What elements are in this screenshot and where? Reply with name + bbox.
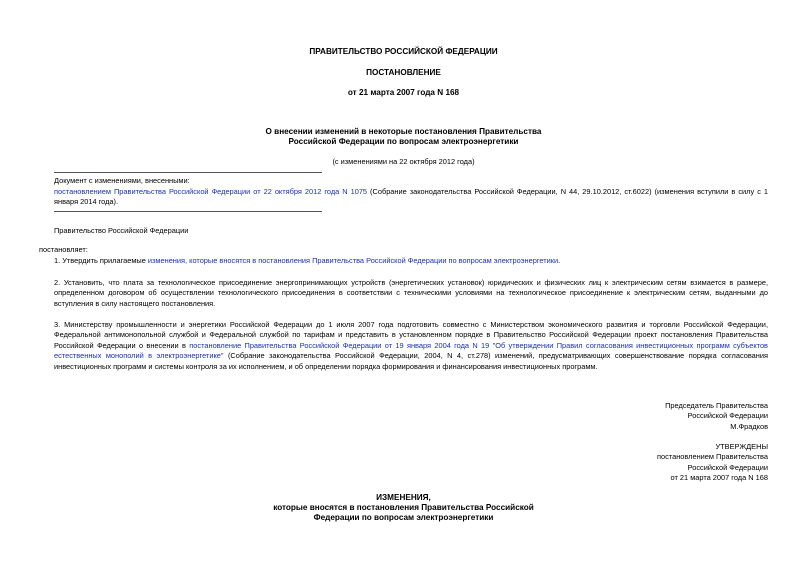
approval-line-2: постановлением Правительства	[657, 452, 768, 462]
signature-name: М.Фрадков	[730, 421, 768, 431]
approval-block	[657, 442, 768, 484]
paragraph-1	[54, 256, 768, 266]
top-divider	[54, 172, 322, 173]
amendment-link[interactable]: постановлением Правительства Российской Федерации от 22 октября 2012 года N 1075	[54, 187, 368, 196]
issuer: Правительство Российской Федерации	[54, 226, 189, 235]
signature-country: Российской Федерации	[687, 411, 768, 421]
resolves-label: постановляет:	[39, 245, 88, 254]
paragraph-1-end: .	[558, 256, 561, 265]
annex-line-2: которые вносятся в постановления Правительства Российской	[273, 503, 534, 512]
annex-line-3: Федерации по вопросам электроэнергетики	[313, 513, 494, 522]
changes-intro: Документ с изменениями, внесенными:	[54, 176, 190, 185]
paragraph-3	[54, 320, 768, 372]
document-title	[0, 127, 807, 147]
approval-date: от 21 марта 2007 года N 168	[670, 473, 768, 483]
amendment-source: (Собрание законодательства Российской Федерации, N 44, 29.10.2012, ст.6022) (изменения вступили в силу с 1 января 2014 года).	[54, 187, 768, 207]
paragraph-1-start: 1. Утвердить прилагаемые	[54, 256, 148, 265]
changes-text	[54, 187, 768, 208]
paragraph-3-end: (Собрание законодательства Российской Федерации, 2004, N 4, ст.278) изменений, предусматривающих совершенствование порядка согласования инвестиционных программ и системы контроля за их исполнением, и об определении порядка формирования и финансирования инвестиционных программ.	[54, 351, 769, 371]
document-type-heading: ПОСТАНОВЛЕНИЕ	[366, 68, 441, 77]
annex-heading	[0, 493, 807, 523]
signature-block	[665, 401, 768, 432]
changes-link[interactable]: изменения, которые вносятся в постановления Правительства Российской Федерации по вопросам электроэнергетики	[147, 256, 559, 265]
paragraph-3-start: 3. Министерству промышленности и энергетики Российской Федерации до 1 июля 2007 года подготовить совместно с Министерством экономического развития и торговли Российской Федерации, Федеральной антимонопольной службой и Федеральной службой по тарифам и представить в установленном порядке в Правительство Российской Федерации проект постановления Правительства Российской Федерации о внесении в	[54, 320, 768, 350]
resolution-19-link[interactable]: постановление Правительства Российской Федерации от 19 января 2004 года N 19 "Об утверждении Правил согласования инвестиционных программ субъектов естественных монополий в электроэнергетике"	[54, 340, 768, 361]
approval-line-3: Российской Федерации	[687, 462, 768, 472]
government-heading: ПРАВИТЕЛЬСТВО РОССИЙСКОЙ ФЕДЕРАЦИИ	[309, 47, 498, 56]
paragraph-2: 2. Установить, что плата за технологическое присоединение энергопринимающих устройств (энергетических установок) юридических и физических лиц к электрическим сетям взимается в размере, определенном договором об осуществлении технологического присоединения в соответствии с техническими условиями на технологическое присоединение к электрическим сетям, выданными до вступления в силу настоящего постановления.	[54, 278, 768, 308]
revision-note: (с изменениями на 22 октября 2012 года)	[332, 157, 475, 166]
title-line-2: Российской Федерации по вопросам электроэнергетики	[288, 137, 519, 146]
bottom-divider	[54, 211, 322, 212]
signature-position: Председатель Правительства	[665, 401, 768, 410]
document-date: от 21 марта 2007 года N 168	[347, 88, 460, 97]
annex-line-1: ИЗМЕНЕНИЯ,	[376, 493, 431, 502]
title-line-1: О внесении изменений в некоторые постановления Правительства	[265, 127, 542, 136]
approval-title: УТВЕРЖДЕНЫ	[715, 442, 768, 451]
